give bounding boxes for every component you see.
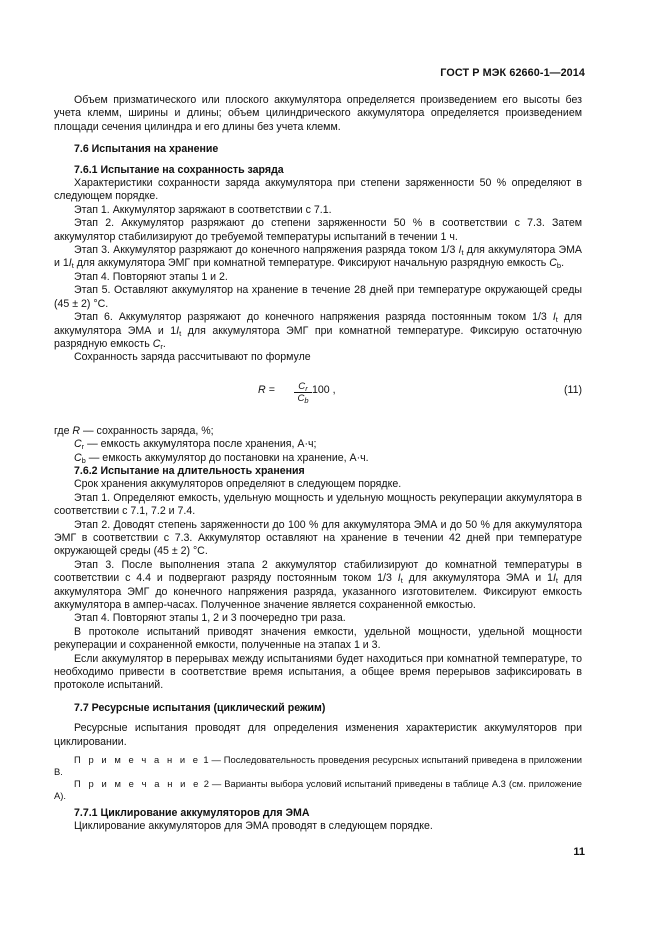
- intro-paragraph: Объем призматического или плоского аккумулятора определяется произведением его высоты без учета клемм, ширины и длины; объем цилиндрического аккумулятора определяется произведением площади сечения цилиндра и его длины без учета клемм.: [54, 94, 582, 133]
- standard-header: ГОСТ Р МЭК 62660-1—2014: [440, 67, 585, 79]
- where-R: где R — сохранность заряда, %;: [54, 424, 214, 437]
- step-2: Этап 2. Аккумулятор разряжают до степени заряженности 50 % в соответствии с 7.3. Затем аккумулятор стабилизируют до требуемой температуры испытаний в течении 1 ч.: [54, 217, 582, 243]
- b-step-4: Этап 4. Повторяют этапы 1, 2 и 3 поочередно три раза.: [74, 612, 346, 625]
- paragraph: Ресурсные испытания проводят для определения изменения характеристик аккумуляторов при циклировании.: [54, 722, 582, 748]
- paragraph: Если аккумулятор в перерывах между испытаниями будет находиться при комнатной температуре, то необходимо привести в соответствие время испытания, а общее время перерывов зафиксировать в протоколе испытаний.: [54, 652, 582, 692]
- paragraph: В протоколе испытаний приводят значения емкости, удельной мощности, удельной мощности рекуперации и сохраненной емкости, полученные на этапах 1 и 3.: [54, 625, 582, 652]
- section-7-7-heading: 7.7 Ресурсные испытания (циклический режим): [74, 701, 326, 714]
- section-7-7-1-heading: 7.7.1 Циклирование аккумуляторов для ЭМА: [74, 807, 310, 820]
- step-6: Этап 6. Аккумулятор разряжают до конечного напряжения разряда постоянным током 1/3 $I_t$ для аккумулятора ЭМА и $1I_t$ для аккумулятора ЭМГ при комнатной температуре. Фиксирую остаточную разрядную емкость $C_r$.: [54, 311, 582, 351]
- section-7-6-heading: 7.6 Испытания на хранение: [74, 143, 219, 156]
- b-step-1: Этап 1. Определяют емкость, удельную мощность и удельную мощность рекуперации аккумулятора в соответствии с 7.1, 7.2 и 7.4.: [54, 491, 582, 518]
- formula-multiplier: 100 ,: [312, 383, 336, 396]
- where-Cb: $C_b$ — емкость аккумулятор до постановки на хранение, А·ч.: [74, 451, 369, 465]
- formula-fraction: $C_r$ $C_b$: [294, 381, 312, 404]
- note-2: П р и м е ч а н и е 2 — Варианты выбора условий испытаний приведены в таблице А.3 (см. приложение А).: [54, 778, 582, 802]
- section-7-6-2-heading: 7.6.2 Испытание на длительность хранения: [74, 464, 305, 477]
- page-number: 11: [573, 846, 585, 858]
- document-body: [54, 94, 582, 834]
- formula-intro: Сохранность заряда рассчитывают по формуле: [74, 351, 311, 364]
- paragraph: Характеристики сохранности заряда аккумулятора при степени заряженности 50 % определяют в следующем порядке.: [54, 177, 582, 203]
- formula-11: [54, 371, 582, 419]
- step-4: Этап 4. Повторяют этапы 1 и 2.: [74, 270, 228, 283]
- formula-number: (11): [563, 383, 582, 396]
- where-Cr: $C_r$ — емкость аккумулятора после хранения, А·ч;: [74, 438, 317, 452]
- step-1: Этап 1. Аккумулятор заряжают в соответствии с 7.1.: [74, 203, 332, 216]
- paragraph: Срок хранения аккумуляторов определяют в следующем порядке.: [74, 478, 402, 491]
- note-1: П р и м е ч а н и е 1 — Последовательность проведения ресурсных испытаний приведена в приложении В.: [54, 754, 582, 778]
- step-3: Этап 3. Аккумулятор разряжают до конечного напряжения разряда током 1/3 $I_t$ для аккумулятора ЭМА и $1I_t$ для аккумулятора ЭМГ при комнатной температуре. Фиксируют начальную разрядную емкость $C_b$.: [54, 244, 582, 271]
- b-step-2: Этап 2. Доводят степень заряженности до 100 % для аккумулятора ЭМА и до 50 % для аккумулятора ЭМГ в соответствии с 7.3. Аккумулятор оставляют на хранение в течении 42 дней при температуре окружающей среды (45 ± 2) °С.: [54, 518, 582, 558]
- formula-lhs: R =: [258, 383, 275, 396]
- paragraph: Циклирование аккумуляторов для ЭМА проводят в следующем порядке.: [74, 820, 433, 833]
- section-7-6-1-heading: 7.6.1 Испытание на сохранность заряда: [74, 163, 284, 176]
- step-5: Этап 5. Оставляют аккумулятор на хранение в течение 28 дней при температуре окружающей среды (45 ± 2) °С.: [54, 284, 582, 310]
- b-step-3: Этап 3. После выполнения этапа 2 аккумулятор стабилизируют до комнатной температуры в соответствии с 4.4 и подвергают разряду постоянным током 1/3 $I_t$ для аккумулятора ЭМА и $1I_t$ для аккумулятора ЭМГ до конечного напряжения разряда, указанного изготовителем. Фиксируют емкость аккумулятора в ампер-часах. Полученное значение является сохраненной емкостью.: [54, 558, 583, 611]
